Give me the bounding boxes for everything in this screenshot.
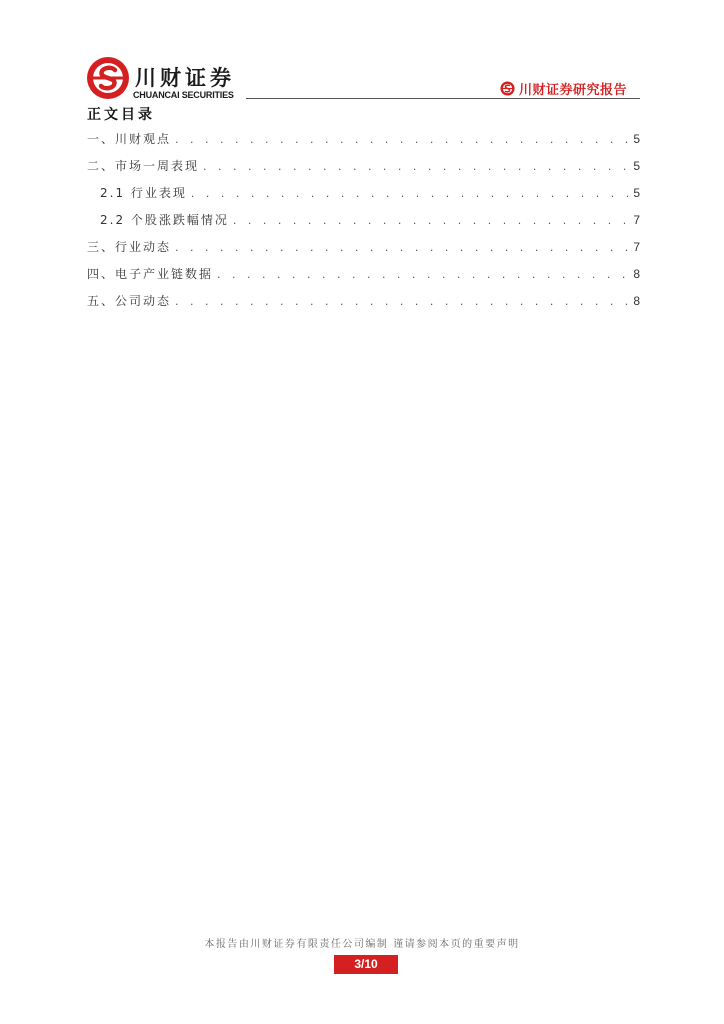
toc-leader-dots [175, 133, 628, 146]
toc-entry-label: 二、市场一周表现 [87, 159, 200, 173]
toc-entry-label: 一、川财观点 [87, 132, 172, 146]
toc-sub-entry[interactable] [87, 184, 640, 211]
toc-entry-label: 2.1 行业表现 [100, 186, 187, 200]
toc-entry-label: 四、电子产业链数据 [87, 267, 214, 281]
toc-entry[interactable] [87, 265, 640, 292]
toc-sub-entry[interactable] [87, 211, 640, 238]
toc-entry-page: 5 [633, 186, 640, 200]
header-divider [246, 98, 640, 99]
toc-leader-dots [203, 160, 628, 173]
toc-leader-dots [191, 187, 628, 200]
toc-entry-label: 2.2 个股涨跌幅情况 [100, 213, 229, 227]
toc-entry[interactable] [87, 157, 640, 184]
toc-title: 正文目录 [87, 107, 155, 123]
chuancai-logo-icon [86, 56, 130, 100]
toc-entry-page: 5 [633, 132, 640, 146]
report-tag [500, 79, 627, 98]
toc-entry-label: 三、行业动态 [87, 240, 172, 254]
toc-leader-dots [175, 295, 628, 308]
table-of-contents [87, 130, 640, 319]
toc-entry[interactable] [87, 238, 640, 265]
toc-entry[interactable] [87, 130, 640, 157]
toc-entry-page: 5 [633, 159, 640, 173]
report-tag-logo-icon [500, 81, 515, 96]
report-tag-text: 川财证券研究报告 [519, 83, 628, 98]
brand-name-cn: 川财证券 [135, 66, 235, 90]
toc-leader-dots [233, 214, 628, 227]
toc-leader-dots [175, 241, 628, 254]
brand-name-en: CHUANCAI SECURITIES [133, 90, 234, 100]
footer-disclaimer: 本报告由川财证券有限责任公司编制 谨请参阅本页的重要声明 [204, 939, 520, 950]
toc-leader-dots [217, 268, 628, 281]
toc-entry-label: 五、公司动态 [87, 294, 172, 308]
toc-entry-page: 7 [633, 213, 640, 227]
toc-entry[interactable] [87, 292, 640, 319]
toc-entry-page: 7 [633, 240, 640, 254]
toc-entry-page: 8 [633, 294, 640, 308]
page-number-badge: 3/10 [334, 955, 398, 974]
toc-entry-page: 8 [633, 267, 640, 281]
